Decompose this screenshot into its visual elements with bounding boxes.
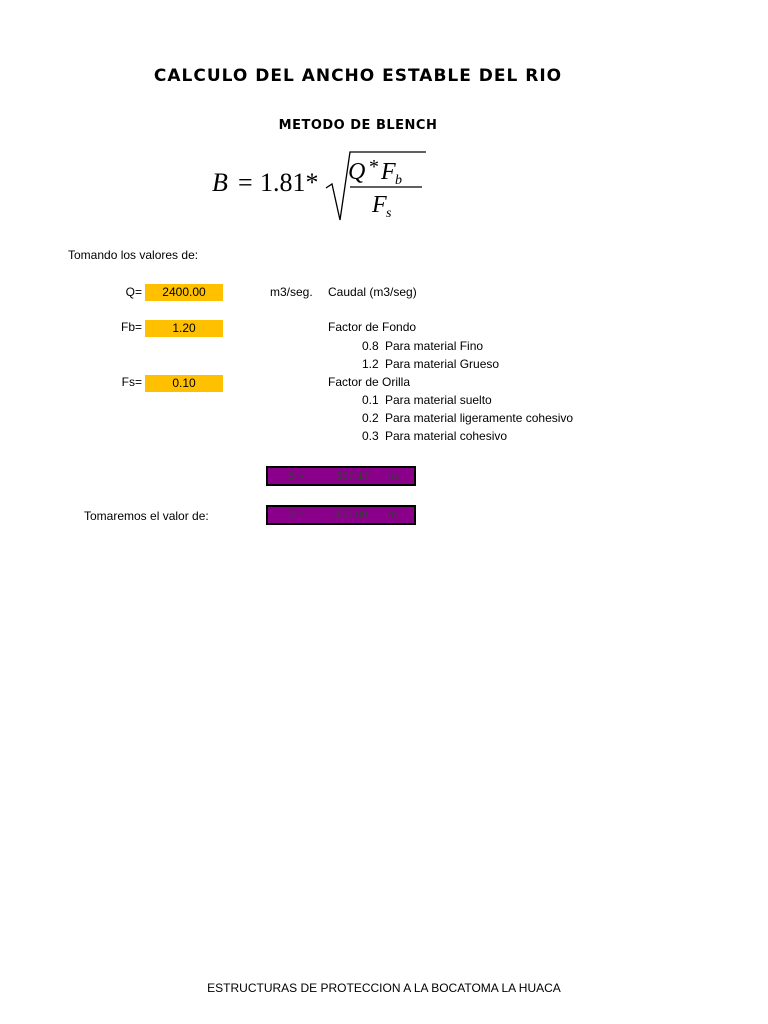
adopted-unit: m.	[388, 509, 401, 521]
q-label: Q=	[125, 285, 142, 299]
result-value: 307.17	[336, 470, 370, 482]
result-label: B =	[288, 470, 305, 482]
page-title: CALCULO DEL ANCHO ESTABLE DEL RIO	[153, 66, 563, 86]
numerator-f: F	[381, 159, 396, 185]
fs-option-num: 0.3	[362, 429, 379, 443]
fb-option-text: Para material Fino	[385, 339, 484, 353]
fb-option-num: 1.2	[362, 357, 379, 371]
denominator-f: F	[372, 192, 387, 218]
fb-option-text: Para material Grueso	[385, 357, 500, 371]
fb-option-num: 0.8	[362, 339, 379, 353]
fb-description: Factor de Fondo	[328, 320, 417, 334]
q-unit: m3/seg.	[270, 285, 313, 299]
adopted-value: 350.00	[334, 509, 368, 521]
fs-option-text: Para material cohesivo	[385, 429, 508, 443]
formula-coefficient: 1.81*	[260, 168, 319, 197]
formula-equals: =	[238, 168, 253, 197]
adopted-caption: Tomaremos el valor de:	[84, 509, 209, 523]
blench-formula	[208, 146, 438, 226]
fs-label: Fs=	[121, 375, 142, 389]
numerator-star: *	[369, 156, 379, 178]
fb-label: Fb=	[120, 320, 142, 334]
fs-option-num: 0.2	[362, 411, 379, 425]
fs-option-num: 0.1	[362, 393, 379, 407]
numerator-sub: b	[395, 173, 402, 188]
adopted-label: B =	[288, 509, 305, 521]
result-cell[interactable]	[266, 466, 416, 486]
fs-value-cell[interactable]: 0.10	[145, 375, 223, 392]
fb-value-cell[interactable]: 1.20	[145, 320, 223, 337]
fs-option-text: Para material suelto	[385, 393, 492, 407]
q-description: Caudal (m3/seg)	[328, 285, 417, 299]
method-subtitle: METODO DE BLENCH	[278, 118, 438, 133]
page-footer: ESTRUCTURAS DE PROTECCION A LA BOCATOMA LA HUACA	[207, 981, 561, 995]
formula-lhs: B	[212, 168, 228, 197]
result-unit: m.	[388, 470, 401, 482]
denominator-sub: s	[386, 206, 392, 221]
intro-text: Tomando los valores de:	[68, 248, 199, 262]
fs-description: Factor de Orilla	[328, 375, 411, 389]
fs-option-text: Para material ligeramente cohesivo	[385, 411, 574, 425]
adopted-cell[interactable]	[266, 505, 416, 525]
q-value-cell[interactable]: 2400.00	[145, 284, 223, 301]
numerator-q: Q	[348, 159, 366, 185]
